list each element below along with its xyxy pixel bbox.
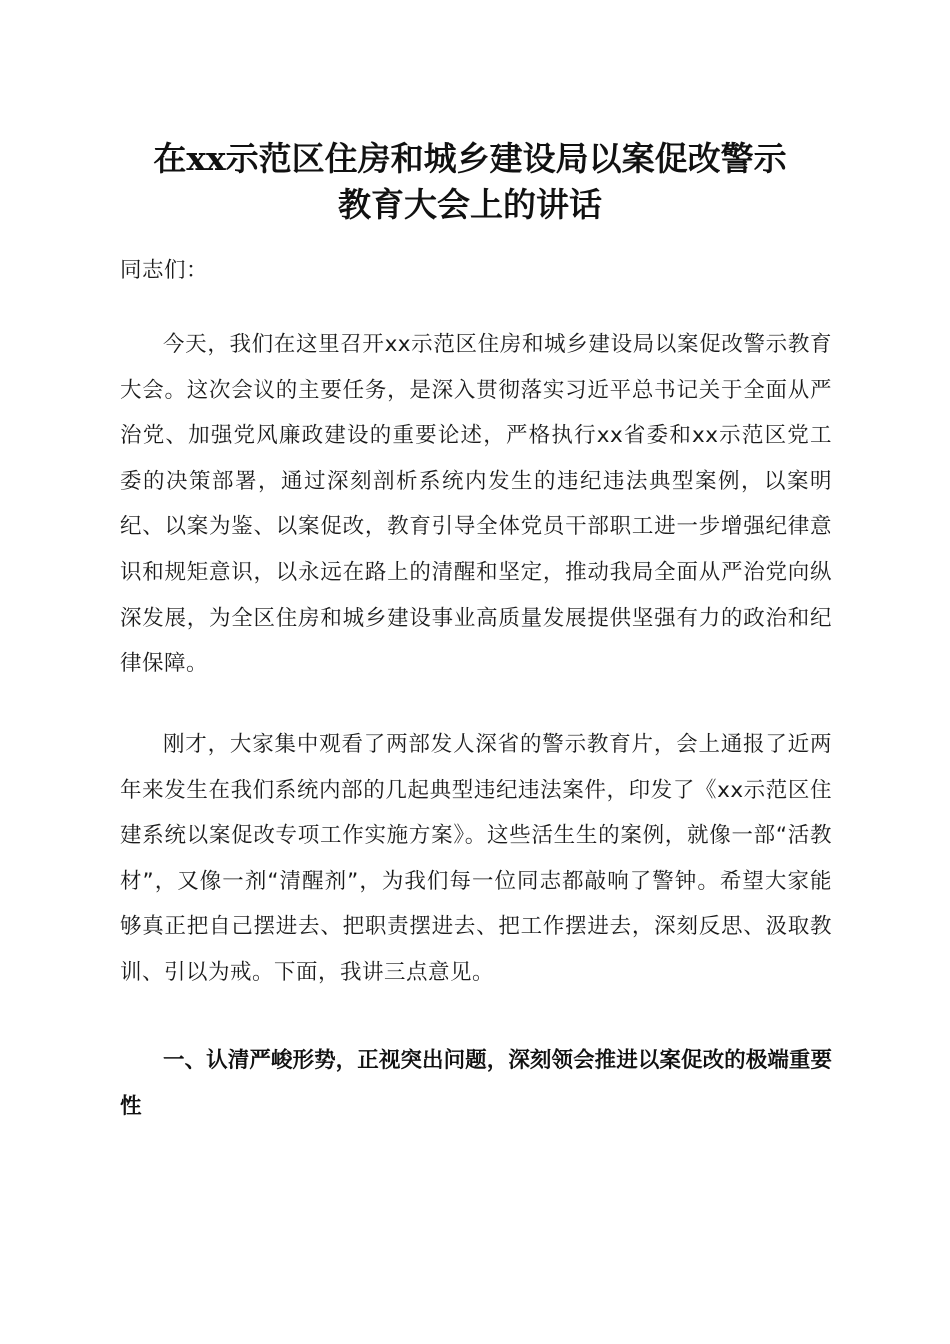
salutation: 同志们： — [120, 258, 209, 283]
title-line-1: 在xx示范区住房和城乡建设局以案促改警示 — [153, 139, 787, 178]
document-title — [100, 136, 840, 228]
paragraph-block-2 — [120, 722, 832, 996]
body-paragraph: 今天，我们在这里召开xx示范区住房和城乡建设局以案促改警示教育大会。这次会议的主要任务，是深入贯彻落实习近平总书记关于全面从严治党、加强党风廉政建设的重要论述，严格执行xx省委和xx示范区党工委的决策部署，通过深刻剖析系统内发生的违纪违法典型案例，以案明纪、以案为鉴、以案促改，教育引导全体党员干部职工进一步增强纪律意识和规矩意识，以永远在路上的清醒和坚定，推动我局全面从严治党向纵深发展，为全区住房和城乡建设事业高质量发展提供坚强有力的政治和纪律保障。 — [120, 332, 832, 677]
body-paragraph: 刚才，大家集中观看了两部发人深省的警示教育片，会上通报了近两年来发生在我们系统内部的几起典型违纪违法案件，印发了《xx示范区住建系统以案促改专项工作实施方案》。这些活生生的案例，就像一部“活教材”，又像一剂“清醒剂”，为我们每一位同志都敲响了警钟。希望大家能够真正把自己摆进去、把职责摆进去、把工作摆进去，深刻反思、汲取教训、引以为戒。下面，我讲三点意见。 — [120, 732, 832, 985]
paragraph-block-1 — [120, 322, 832, 687]
title-line-2: 教育大会上的讲话 — [338, 185, 602, 224]
section-heading: 一、认清严峻形势，正视突出问题，深刻领会推进以案促改的极端重要性 — [120, 1048, 832, 1119]
